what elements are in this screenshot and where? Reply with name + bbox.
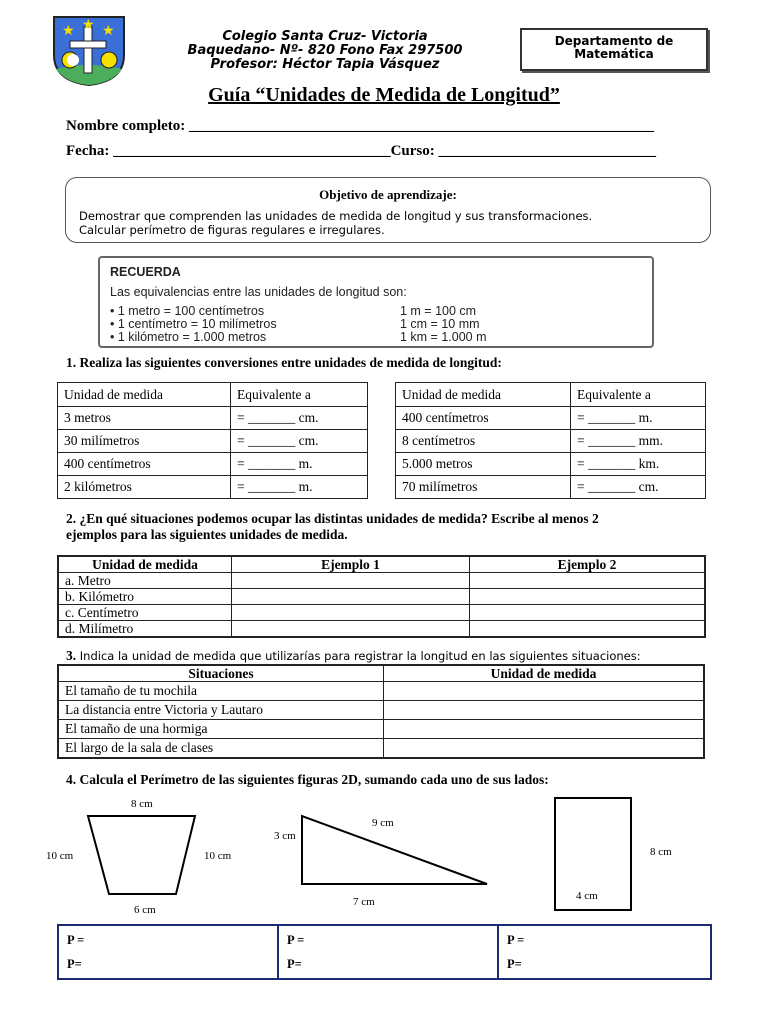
- unit-cell: 2 kilómetros: [58, 476, 231, 499]
- example-1-cell[interactable]: [232, 621, 470, 638]
- unit-cell: 400 centímetros: [58, 453, 231, 476]
- unit-cell: 3 metros: [58, 407, 231, 430]
- rectangle-bottom-label: 4 cm: [576, 890, 598, 902]
- perimeter-cell[interactable]: [278, 925, 498, 979]
- situation-cell: La distancia entre Victoria y Lautaro: [58, 701, 384, 720]
- school-name: Colegio Santa Cruz- Victoria: [222, 29, 428, 44]
- answer-cell[interactable]: = _______ m.: [231, 476, 368, 499]
- trapezoid-top-label: 8 cm: [131, 798, 153, 810]
- table-row: [396, 453, 706, 476]
- answer-cell[interactable]: = _______ cm.: [231, 407, 368, 430]
- table-row: [58, 407, 368, 430]
- unit-cell: 30 milímetros: [58, 430, 231, 453]
- unit-cell: d. Milímetro: [58, 621, 232, 638]
- table-row: [58, 573, 705, 589]
- rectangle-side-label: 8 cm: [650, 846, 672, 858]
- svg-text:★: ★: [82, 18, 95, 33]
- equivalence-long: • 1 metro = 100 centímetros: [110, 304, 265, 318]
- unit-cell: 5.000 metros: [396, 453, 571, 476]
- question-4: 4. Calcula el Perímetro de las siguientes figuras 2D, sumando cada uno de sus lados:: [66, 772, 549, 787]
- example-2-cell[interactable]: [470, 573, 706, 589]
- col-header: Situaciones: [58, 665, 384, 682]
- table-row: [58, 720, 704, 739]
- table-row: [396, 407, 706, 430]
- unit-cell: 70 milímetros: [396, 476, 571, 499]
- p-label: P=: [67, 957, 82, 971]
- situation-cell: El tamaño de una hormiga: [58, 720, 384, 739]
- table-row: [58, 589, 705, 605]
- dept-line1: Departamento de: [554, 34, 674, 48]
- col-header: Equivalente a: [571, 383, 706, 407]
- col-header: Unidad de medida: [384, 665, 705, 682]
- trapezoid-bottom-label: 6 cm: [134, 904, 156, 916]
- equivalence-short: 1 cm = 10 mm: [400, 317, 480, 331]
- recuerda-heading: RECUERDA: [110, 265, 181, 279]
- objective-line2: Calcular perímetro de figuras regulares e irregulares.: [79, 223, 385, 237]
- table-row: [58, 453, 368, 476]
- p-label: P=: [507, 957, 522, 971]
- col-header: Unidad de medida: [58, 556, 232, 573]
- p-label: P =: [507, 933, 525, 947]
- situation-cell: El largo de la sala de clases: [58, 739, 384, 759]
- triangle-bottom-label: 7 cm: [353, 896, 375, 908]
- col-header: Ejemplo 2: [470, 556, 706, 573]
- col-header: Unidad de medida: [58, 383, 231, 407]
- unit-cell: 400 centímetros: [396, 407, 571, 430]
- unit-cell: c. Centímetro: [58, 605, 232, 621]
- triangle-hyp-label: 9 cm: [372, 817, 394, 829]
- question-3-text: Indica la unidad de medida que utilizarías para registrar la longitud en las siguientes situaciones:: [79, 649, 641, 663]
- perimeter-cell[interactable]: [58, 925, 278, 979]
- table-row: [58, 605, 705, 621]
- school-address: Baquedano- Nº- 820 Fono Fax 297500: [187, 43, 463, 58]
- p-label: P =: [67, 933, 85, 947]
- school-logo: [52, 15, 126, 87]
- example-1-cell[interactable]: [232, 589, 470, 605]
- trapezoid-right-label: 10 cm: [204, 850, 232, 862]
- objective-box: [65, 177, 711, 243]
- table-row: [58, 621, 705, 638]
- p-label: P =: [287, 933, 305, 947]
- trapezoid-left-label: 10 cm: [46, 850, 74, 862]
- example-2-cell[interactable]: [470, 605, 706, 621]
- department-box: [520, 28, 708, 71]
- unit-answer-cell[interactable]: [384, 682, 705, 701]
- triangle-left-label: 3 cm: [274, 830, 296, 842]
- dept-line2: Matemática: [574, 47, 654, 61]
- triangle-shape: [302, 816, 487, 884]
- col-header: Unidad de medida: [396, 383, 571, 407]
- question-2-line2: ejemplos para las siguientes unidades de medida.: [66, 527, 348, 542]
- page-title: Guía “Unidades de Medida de Longitud”: [208, 84, 560, 106]
- table-row: [58, 430, 368, 453]
- figures-area: [0, 790, 768, 920]
- unit-answer-cell[interactable]: [384, 739, 705, 759]
- example-1-cell[interactable]: [232, 573, 470, 589]
- recuerda-intro: Las equivalencias entre las unidades de longitud son:: [110, 285, 407, 299]
- answer-cell[interactable]: = _______ m.: [571, 407, 706, 430]
- conversion-table-left: [57, 382, 368, 499]
- objective-line1: Demostrar que comprenden las unidades de medida de longitud y sus transformaciones.: [79, 209, 593, 223]
- unit-cell: a. Metro: [58, 573, 232, 589]
- table-row: [58, 701, 704, 720]
- date-course-field[interactable]: Fecha: _____________________________________Curso: _____________________________: [66, 143, 656, 159]
- name-field[interactable]: Nombre completo: ______________________________________________________________: [66, 118, 655, 134]
- question-3-number: 3.: [66, 648, 77, 663]
- unit-cell: 8 centímetros: [396, 430, 571, 453]
- answer-cell[interactable]: = _______ cm.: [571, 476, 706, 499]
- table-row: [58, 739, 704, 759]
- answer-cell[interactable]: = _______ m.: [231, 453, 368, 476]
- example-2-cell[interactable]: [470, 589, 706, 605]
- col-header: Equivalente a: [231, 383, 368, 407]
- unit-answer-cell[interactable]: [384, 720, 705, 739]
- recuerda-box: [98, 256, 654, 348]
- answer-cell[interactable]: = _______ cm.: [231, 430, 368, 453]
- equivalence-short: 1 m = 100 cm: [400, 304, 477, 318]
- question-3: [66, 648, 641, 664]
- col-header: Ejemplo 1: [232, 556, 470, 573]
- unit-answer-cell[interactable]: [384, 701, 705, 720]
- svg-text:★: ★: [102, 24, 115, 39]
- answer-cell[interactable]: = _______ mm.: [571, 430, 706, 453]
- example-1-cell[interactable]: [232, 605, 470, 621]
- equivalence-short: 1 km = 1.000 m: [400, 330, 487, 344]
- perimeter-answer-table: [57, 924, 712, 980]
- situation-cell: El tamaño de tu mochila: [58, 682, 384, 701]
- situations-table: [57, 664, 705, 759]
- table-row: [396, 430, 706, 453]
- equivalence-long: • 1 centímetro = 10 milímetros: [110, 317, 277, 331]
- examples-table: [57, 555, 706, 638]
- example-2-cell[interactable]: [470, 621, 706, 638]
- answer-cell[interactable]: = _______ km.: [571, 453, 706, 476]
- table-row: [58, 682, 704, 701]
- equivalence-long: • 1 kilómetro = 1.000 metros: [110, 330, 267, 344]
- unit-cell: b. Kilómetro: [58, 589, 232, 605]
- svg-text:★: ★: [62, 24, 75, 39]
- table-row: [58, 476, 368, 499]
- question-2-line1: 2. ¿En qué situaciones podemos ocupar las distintas unidades de medida? Escribe al menos 2: [66, 511, 599, 526]
- teacher-name: Profesor: Héctor Tapia Vásquez: [210, 57, 440, 72]
- table-row: [396, 476, 706, 499]
- p-label: P=: [287, 957, 302, 971]
- objective-heading: Objetivo de aprendizaje:: [319, 187, 457, 202]
- perimeter-cell[interactable]: [498, 925, 711, 979]
- question-1: 1. Realiza las siguientes conversiones entre unidades de medida de longitud:: [66, 355, 502, 370]
- trapezoid-shape: [88, 816, 195, 894]
- conversion-table-right: [395, 382, 706, 499]
